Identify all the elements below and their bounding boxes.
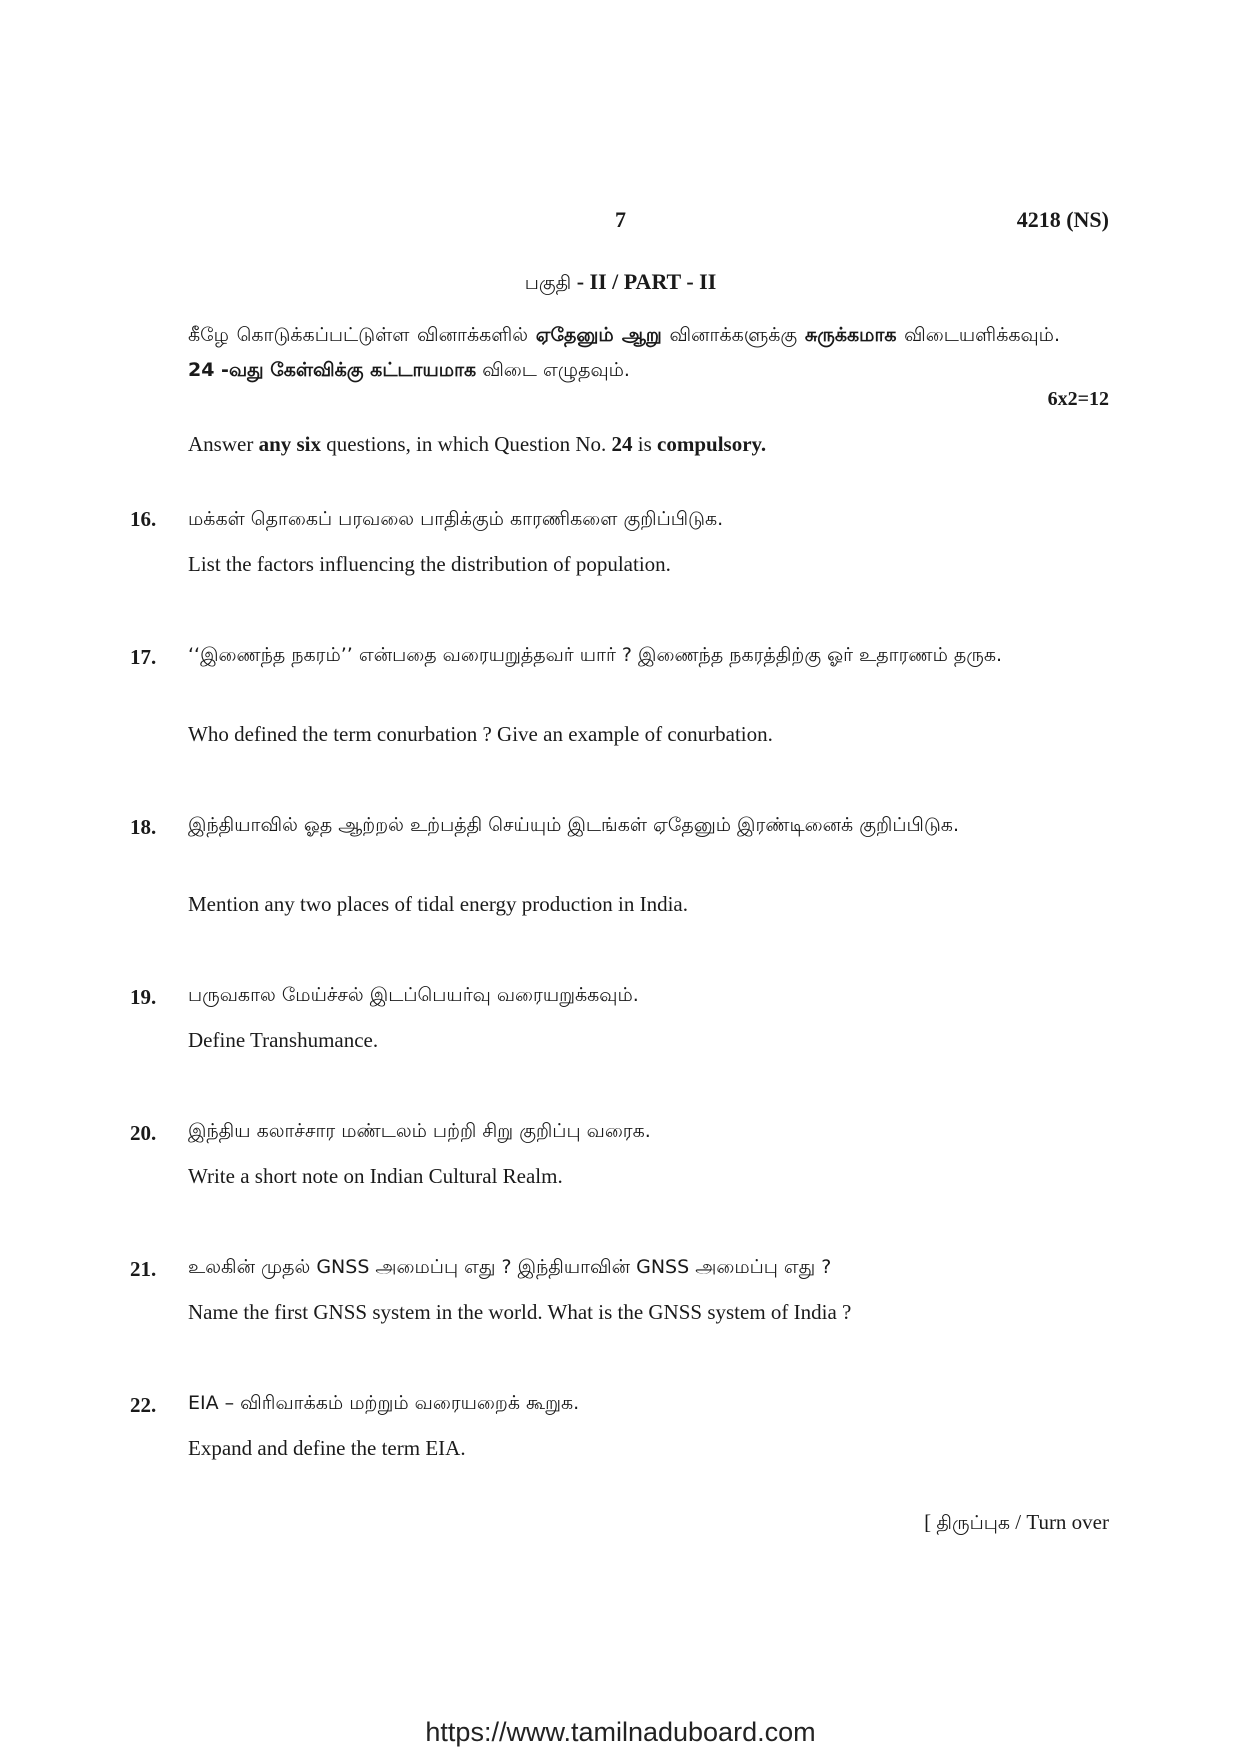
question-number: 22.: [130, 1393, 157, 1417]
question-text-english: Expand and define the term EIA.: [188, 1436, 466, 1460]
part-title-tamil: பகுதி: [524, 272, 572, 294]
question-text-english: Name the first GNSS system in the world. What is the GNSS system of India ?: [188, 1300, 852, 1324]
instr-en-bold-1: any six: [258, 432, 322, 456]
instructions-english: [188, 432, 766, 457]
instr-en-bold-2: 24: [611, 432, 633, 456]
question-number: 20.: [130, 1121, 157, 1145]
turn-over-tamil: திருப்புக: [936, 1512, 1011, 1534]
instr-ta-text-1: கீழே கொடுக்கப்பட்டுள்ள வினாக்களில்: [188, 324, 536, 346]
question-text-tamil: EIA – விரிவாக்கம் மற்றும் வரையறைக் கூறுக.: [188, 1392, 580, 1414]
turn-over-bracket: [: [924, 1510, 937, 1534]
question-text-english: Mention any two places of tidal energy production in India.: [188, 892, 688, 916]
question-text-tamil: உலகின் முதல் GNSS அமைப்பு எது ? இந்தியாவின் GNSS அமைப்பு எது ?: [188, 1256, 832, 1278]
question-text-tamil: மக்கள் தொகைப் பரவலை பாதிக்கும் காரணிகளை குறிப்பிடுக.: [188, 508, 724, 530]
marks-allocation: 6x2=12: [1047, 388, 1109, 410]
instr-en-text-3: is: [632, 432, 658, 456]
instr-en-text-2: questions, in which Question No.: [321, 432, 612, 456]
question-text-tamil: ‘‘இணைந்த நகரம்’’ என்பதை வரையறுத்தவர் யார் ? இணைந்த நகரத்திற்கு ஓர் உதாரணம் தருக.: [188, 644, 1003, 666]
question-text-english: Write a short note on Indian Cultural Realm.: [188, 1164, 563, 1188]
turn-over-note: [924, 1510, 1109, 1537]
instr-ta-bold-3: 24 -வது கேள்விக்கு கட்டாயமாக: [188, 359, 477, 381]
question-text-tamil: பருவகால மேய்ச்சல் இடப்பெயர்வு வரையறுக்கவும்.: [188, 984, 639, 1006]
instr-ta-text-2: வினாக்களுக்கு: [661, 324, 805, 346]
question-number: 18.: [130, 815, 157, 839]
question-text-tamil: இந்திய கலாச்சார மண்டலம் பற்றி சிறு குறிப்பு வரைக.: [188, 1120, 651, 1142]
paper-code: 4218 (NS): [1016, 207, 1109, 232]
question-number: 17.: [130, 645, 157, 669]
instr-en-text-1: Answer: [188, 432, 259, 456]
instr-ta-bold-1: ஏதேனும் ஆறு: [535, 324, 662, 346]
part-title: [0, 269, 1241, 297]
instr-ta-bold-2: சுருக்கமாக: [804, 324, 897, 346]
instructions-tamil: [188, 318, 1060, 388]
instr-en-bold-3: compulsory.: [657, 432, 767, 456]
part-title-english: - II / PART - II: [571, 269, 717, 294]
page-number: 7: [615, 207, 626, 232]
question-text-english: List the factors influencing the distribution of population.: [188, 552, 671, 576]
question-number: 19.: [130, 985, 157, 1009]
question-text-tamil: இந்தியாவில் ஓத ஆற்றல் உற்பத்தி செய்யும் இடங்கள் ஏதேனும் இரண்டினைக் குறிப்பிடுக.: [188, 814, 959, 836]
question-number: 21.: [130, 1257, 157, 1281]
instr-ta-text-4: விடை எழுதவும்.: [476, 359, 630, 381]
instr-ta-text-3: விடையளிக்கவும்.: [896, 324, 1061, 346]
question-text-english: Define Transhumance.: [188, 1028, 379, 1052]
question-number: 16.: [130, 507, 157, 531]
source-url[interactable]: https://www.tamilnaduboard.com: [425, 1717, 816, 1747]
question-text-english: Who defined the term conurbation ? Give an example of conurbation.: [188, 722, 773, 746]
turn-over-english: / Turn over: [1010, 1510, 1109, 1534]
